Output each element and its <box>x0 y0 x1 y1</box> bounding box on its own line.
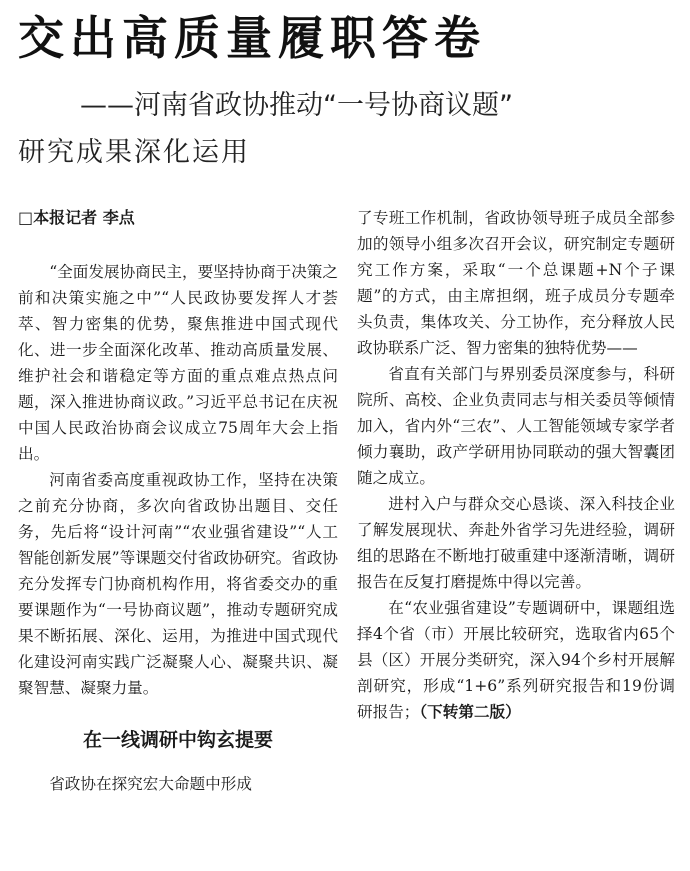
paragraph: 河南省委高度重视政协工作，坚持在决策之前充分协商，多次向省政协出题目、交任务，先后将“设计河南”“农业强省建设”“人工智能创新发展”等课题交付省政协研究。省政协充分发挥专门协商机构作用，将省委交办的重要课题作为“一号协商议题”，推动专题研究成果不断拓展、深化、运用，为推进中国式现代化建设河南实践广泛凝聚人心、凝聚共识、凝聚智慧、凝聚力量。 <box>18 471 338 697</box>
paragraph: 省直有关部门与界别委员深度参与，科研院所、高校、企业负责同志与相关委员等倾情加入，省内外“三农”、人工智能领域专家学者倾力襄助，政产学研用协同联动的强大智囊团随之成立。 <box>357 365 675 487</box>
paragraph-text: 在“农业强省建设”专题调研中，课题组选择4个省（市）开展比较研究，选取省内65个县（区）开展分类研究，深入94个乡村开展解剖研究，形成“1+6”系列研究报告和19份调研报告； <box>357 599 675 721</box>
paragraph: “全面发展协商民主，要坚持协商于决策之前和决策实施之中”“人民政协要发挥人才荟萃、智力密集的优势，聚焦推进中国式现代化、进一步全面深化改革、推动高质量发展、维护社会和谐稳定等方面的重点难点热点问题，深入推进协商议政。”习近平总书记在庆祝中国人民政治协商会议成立75周年大会上指出。 <box>18 263 338 463</box>
subtitle-line-2: 研究成果深化运用 <box>18 137 250 168</box>
byline: □本报记者 李点 <box>18 208 135 227</box>
continuation-note: （下转第二版） <box>419 703 521 721</box>
section-heading: 在一线调研中钩玄提要 <box>82 729 273 751</box>
right-column <box>357 205 675 725</box>
paragraph-continued: 了专班工作机制，省政协领导班子成员全部参加的领导小组多次召开会议，研究制定专题研究工作方案，采取“一个总课题+N个子课题”的方式，由主席担纲，班子成员分专题牵头负责，集体攻关、分工协作，充分释放人民政协联系广泛、智力密集的独特优势—— <box>357 209 675 357</box>
headline: 交出高质量履职答卷 <box>18 11 486 65</box>
subtitle-line-1: ——河南省政协推动“一号协商议题” <box>80 90 513 121</box>
paragraph-last <box>357 595 675 725</box>
left-column <box>18 205 338 797</box>
paragraph: 进村入户与群众交心恳谈、深入科技企业了解发展现状、奔赴外省学习先进经验，调研组的思路在不断地打破重建中逐渐清晰，调研报告在反复打磨提炼中得以完善。 <box>357 495 675 591</box>
paragraph: 省政协在探究宏大命题中形成 <box>49 775 252 793</box>
